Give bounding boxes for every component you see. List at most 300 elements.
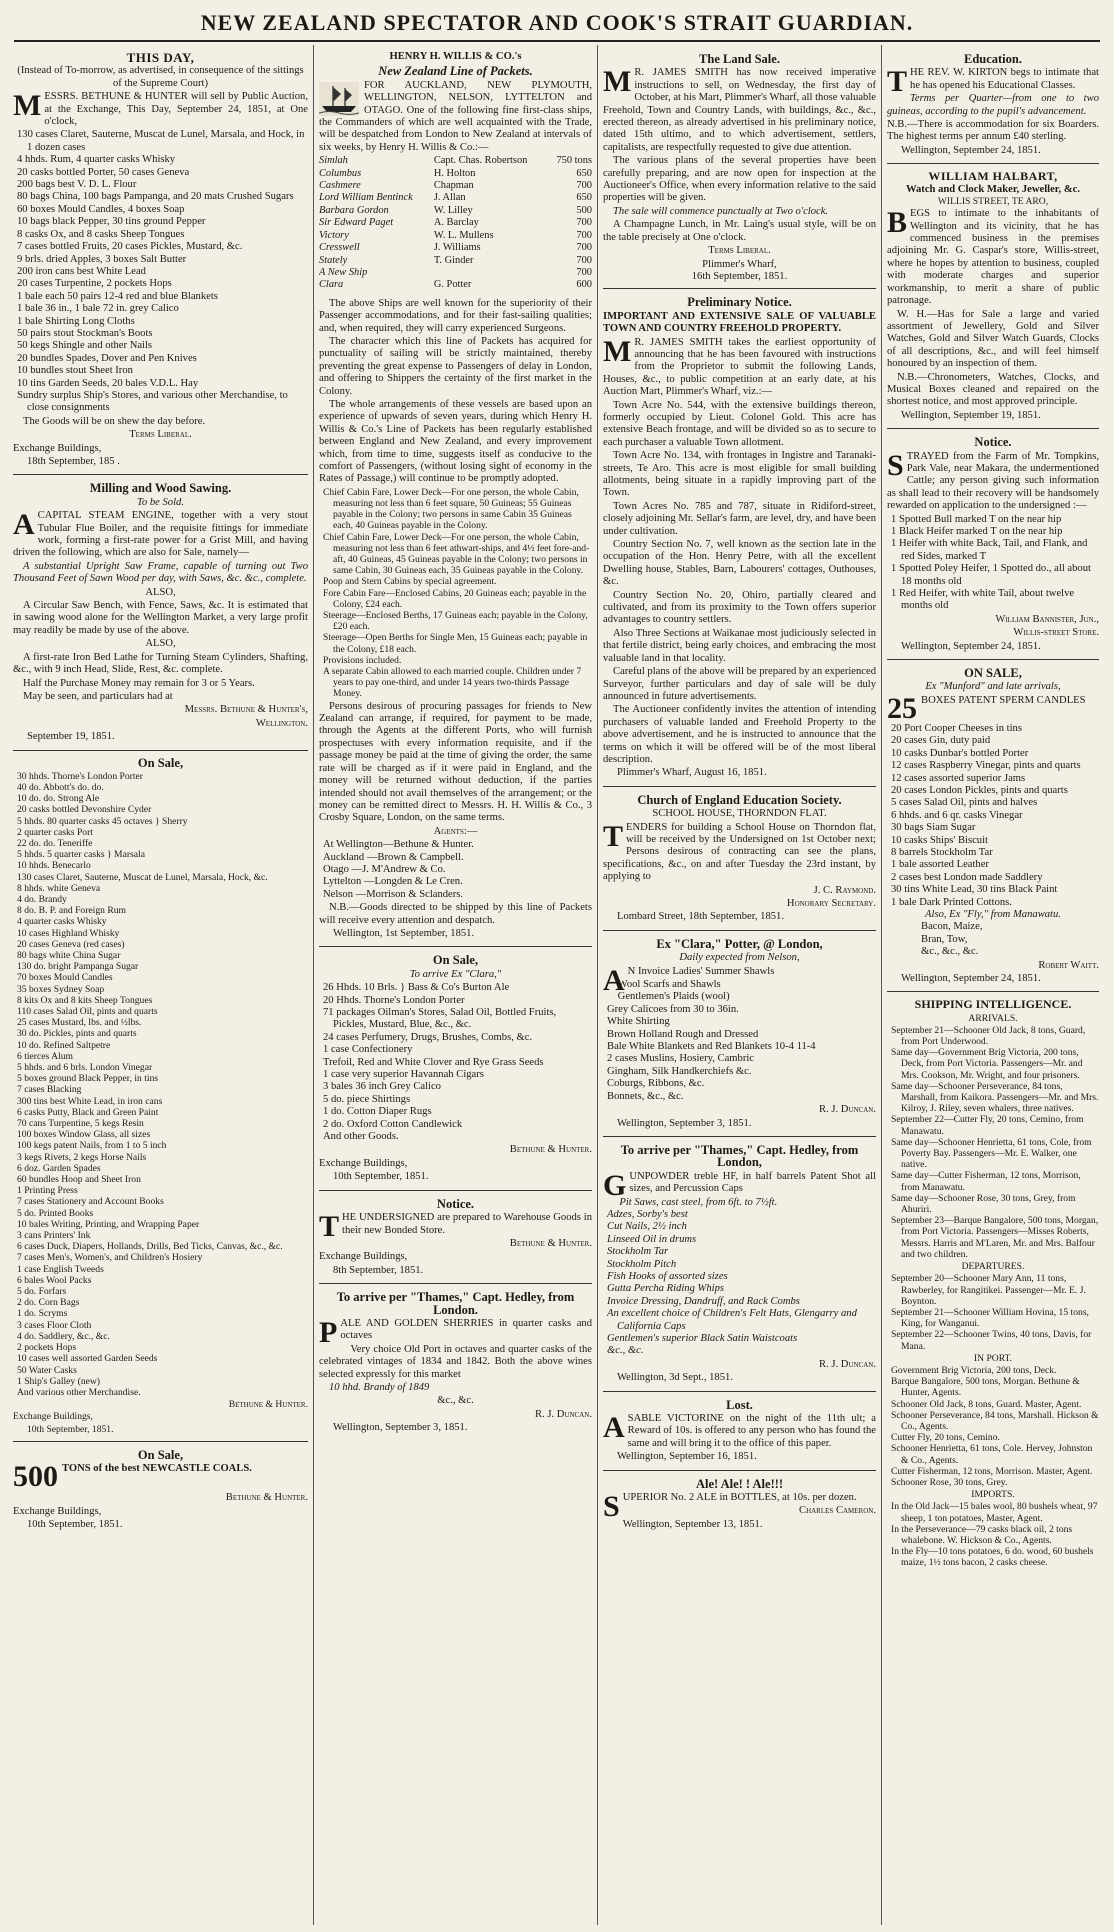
ad-paragraph: May be seen, and particulars had at — [23, 690, 173, 702]
ship-row — [319, 217, 592, 229]
agents-title: Agents:— — [433, 825, 478, 837]
ship-icon — [319, 82, 359, 116]
departures-title: DEPARTURES. — [961, 1261, 1025, 1273]
ad-paragraph: Terms per Quarter—from one to two guineas, according to the pupil's advancement. — [887, 93, 1099, 117]
ad-paragraph: Country Section No. 7, well known as the section late in the occupation of the Hon. Henry Petre, with all the excellent Dwelling house, Stables, Barn, Labourers' cottages, Outhouses, &c. — [603, 539, 876, 588]
list-item: An excellent choice of Children's Felt Hats, Glengarry and California Caps — [607, 1308, 857, 1332]
ad-paragraph: Town Acre No. 544, with the extensive buildings thereon, formerly occupied by Lieut. Colonel Gold. This acre has extensive Beach frontage, and will be divided so as to secure to each purchaser a valuable Town allotment. — [603, 399, 876, 448]
list-item: 70 boxes Mould Candles — [17, 972, 113, 984]
list-item: Stockholm Tar — [607, 1246, 669, 1258]
item-list — [603, 1197, 876, 1358]
ad-paragraph: A Champagne Lunch, in Mr. Laing's usual style, will be on the table precisely at One o'clock. — [603, 219, 876, 243]
list-item: 200 bags best V. D. L. Flour — [17, 179, 137, 191]
list-item: 22 do. do. Teneriffe — [17, 837, 93, 849]
list-item: In the Fly—10 tons potatoes, 6 do. wood, 60 bushels maize, 1½ tons bacon, 2 casks cheese. — [891, 1546, 1094, 1569]
list-item: 2 cases best London made Saddlery — [891, 871, 1043, 883]
ad-signature: R. J. Duncan. — [819, 1358, 876, 1370]
ad-title: Ale! Ale! ! Ale!!! — [695, 1476, 784, 1491]
list-item: 20 cases Gin, duty paid — [891, 735, 991, 747]
list-item: 4 quarter casks Whisky — [17, 916, 107, 928]
list-item: 10 do. Refined Saltpetre — [17, 1039, 111, 1051]
list-item: Pit Saws, cast steel, from 6ft. to 7½ft. — [619, 1196, 778, 1208]
list-item: 10 casks Dunbar's bottled Porter — [891, 747, 1029, 759]
ship-row — [319, 279, 592, 291]
ship-row — [319, 255, 592, 267]
list-item: 1 do. Cotton Diaper Rugs — [323, 1106, 432, 1118]
list-item: 200 iron cans best White Lead — [17, 265, 146, 277]
list-item: 3 cans Printers' Ink — [17, 1230, 91, 1242]
list-item: Schooner Perseverance, 84 tons, Marshall. Hickson & Co., Agents. — [891, 1409, 1099, 1432]
list-item: 5 hhds. 5 quarter casks } Marsala — [17, 849, 145, 861]
list-item: 25 cases Mustard, lbs. and ½lbs. — [17, 1017, 142, 1029]
list-item: 5 do. Printed Books — [17, 1207, 94, 1219]
list-item: 30 tins White Lead, 30 tins Black Paint — [891, 884, 1058, 896]
ad-heading: IMPORTANT AND EXTENSIVE SALE OF VALUABLE TOWN AND COUNTRY FREEHOLD PROPERTY. — [603, 310, 876, 335]
ad-paragraph: N.B.—Chronometers, Watches, Clocks, and Musical Boxes cleaned and repaired on the shortest notice, and most approved principle. — [887, 371, 1099, 408]
ship-captain — [434, 267, 549, 279]
list-item: 20 casks bottled Devonshire Cyder — [17, 804, 152, 816]
ship-name: Sir Edward Paget — [319, 217, 394, 229]
list-item: 1 case Confectionery — [323, 1044, 413, 1056]
ad-title: Lost. — [726, 1397, 753, 1412]
list-item: 130 do. bright Pampanga Sugar — [17, 961, 139, 973]
ad-signature: Robert Waitt. — [1038, 959, 1099, 971]
list-item: 3 kegs Rivets, 2 kegs Horse Nails — [17, 1151, 147, 1163]
ship-captain: G. Potter — [433, 279, 472, 291]
ad-title: Notice. — [974, 435, 1012, 450]
list-item: 30 bags Siam Sugar — [891, 822, 976, 834]
list-item: At Wellington—Bethune & Hunter. — [323, 839, 474, 851]
big-number: 500 — [13, 1463, 58, 1492]
ad-paragraph: A Circular Saw Bench, with Fence, Saws, &c. It is estimated that in sawing wood alone for the Wellington Market, a very large profit may readily be made by use of the above. — [13, 600, 308, 636]
list-item: Brown Holland Rough and Dressed — [607, 1028, 759, 1040]
list-item: In the Perseverance—79 casks black oil, 2 tons whalebone. W. Hickson & Co., Agents. — [891, 1523, 1073, 1546]
ship-tons: 750 tons — [556, 155, 592, 167]
ad-coals — [13, 1445, 308, 1538]
list-item: 7 cases Blacking — [17, 1084, 82, 1096]
ad-paragraph: Country Section No. 20, Ohiro, partially cleared and cultivated, and from its proximity to the Town offers superior advantages to country settlers. — [603, 589, 876, 626]
list-item: Nelson —Morrison & Sclanders. — [323, 888, 464, 900]
list-item: Coburgs, Ribbons, &c. — [607, 1078, 705, 1090]
list-item: Lyttelton —Longden & Le Cren. — [323, 876, 463, 888]
in-port-title: IN PORT. — [973, 1352, 1013, 1364]
ad-bonded-store — [319, 1194, 592, 1284]
ship-captain: W. L. Mullens — [433, 229, 494, 241]
ad-title: Ex "Clara," Potter, @ London, — [656, 936, 823, 951]
list-item: Adzes, Sorby's best — [607, 1208, 688, 1220]
ad-paragraph: AN Invoice Ladies' Summer Shawls — [603, 963, 775, 997]
ship-row — [319, 168, 592, 180]
list-item: 1 do. Scryms — [17, 1308, 68, 1320]
ad-willis-packets — [319, 49, 592, 947]
ad-munford — [887, 663, 1099, 992]
list-item: 7 cases bottled Fruits, 20 cases Pickles, Mustard, &c. — [17, 241, 243, 253]
ship-captain: T. Ginder — [433, 254, 474, 266]
ad-paragraph: FOR AUCKLAND, NEW PLYMOUTH, WELLINGTON, NELSON, LYTTELTON and OTAGO. One of the following fine first-class ships, the Commanders of which are well acquainted with the Trade, will be despatched from London to New Zealand at intervals of six weeks, by Henry H. Willis & Co.:— — [319, 79, 592, 153]
departures-list — [887, 1273, 1099, 1351]
list-item: 50 kegs Shingle and other Nails — [17, 340, 153, 352]
list-item: 10 cases Highland Whisky — [17, 927, 120, 939]
ad-date: 10th September, 1851. — [27, 1518, 123, 1530]
list-item: Same day—Schooner Henrietta, 61 tons, Cole, from Poverty Bay. Passengers—Mr. E. Walker, one native. — [891, 1136, 1092, 1171]
list-item: 6 doz. Garden Spades — [17, 1162, 101, 1174]
list-item: 6 casks Putty, Black and Green Paint — [17, 1106, 159, 1118]
ad-date: Wellington, 3d Sept., 1851. — [617, 1372, 733, 1384]
imports-list — [887, 1501, 1099, 1568]
list-item: Chief Cabin Fare, Lower Deck—For one person, the whole Cabin, measuring not less than 6 feet athwart-ships, and 4½ feet fore-and-aft, 40 Guineas, 45 Guineas payable in the Colony; two persons in same Cabin, 30 Guineas each, 35 Guineas payable in the Colony. — [323, 531, 590, 577]
list-item: 2 do. Corn Bags — [17, 1297, 80, 1309]
list-item: 30 hhds. Thorne's London Porter — [17, 770, 143, 782]
list-item: Barque Bangalore, 500 tons, Morgan. Bethune & Hunter, Agents. — [891, 1376, 1080, 1399]
list-item: 3 bales 36 inch Grey Calico — [323, 1081, 441, 1093]
ad-date: Wellington, September 19, 1851. — [901, 409, 1041, 421]
ad-signature: William Bannister, Jun., — [995, 613, 1099, 625]
list-item: Bale White Blankets and Red Blankets 10-4 11-4 — [607, 1041, 816, 1053]
ad-terms: Terms Liberal. — [708, 245, 771, 257]
ad-subtitle: New Zealand Line of Packets. — [378, 64, 533, 79]
list-item: 2 pockets Hops — [17, 1342, 77, 1354]
list-item: 1 Ship's Galley (new) — [17, 1375, 100, 1387]
ad-title: The Land Sale. — [699, 52, 780, 66]
ad-title: To arrive per "Thames," Capt. Hedley, from London, — [620, 1142, 859, 1170]
ad-date: Wellington, September 13, 1851. — [622, 1518, 763, 1530]
list-item: Schooner Henrietta, 61 tons, Cole. Hervey, Johnston & Co., Agents. — [891, 1443, 1093, 1466]
ship-name: Lord William Bentinck — [319, 192, 413, 204]
list-item: September 23—Barque Bangalore, 500 tons, Morgan, from Port Victoria. Passengers—Misses Roberts, Messrs. Harris and M'Laren, Mr. and Mrs. Balfour and two children. — [891, 1215, 1099, 1260]
ad-street: WILLIS STREET, TE ARO, — [937, 196, 1049, 208]
list-item: Chief Cabin Fare, Lower Deck—For one person, the whole Cabin, measuring not less than 6 feet square, 50 Guineas; 55 Guineas payable in the Colony; two persons in same Cabin 35 Guineas each, 40 Guineas payable in the Colony. — [323, 486, 579, 532]
list-item: 1 case very superior Havannah Cigars — [323, 1069, 484, 1081]
ad-date: 8th September, 1851. — [333, 1264, 424, 1276]
list-item: 1 bale assorted Leather — [891, 859, 989, 871]
ad-paragraph: TENDERS for building a School House on Thorndon flat, will be received by the Undersigned on 1st October next; Persons desirous of contracting can see the plans, specifications, &c., on and after Tuesday the 23rd instant, by applying to — [603, 819, 876, 883]
list-item: 2 cases Muslins, Hosiery, Cambric — [607, 1053, 755, 1065]
list-item: Steerage—Enclosed Berths, 17 Guineas each; payable in the Colony, £20 each. — [323, 610, 588, 633]
list-item: &c., &c., &c. — [921, 946, 979, 958]
list-item: Gentlemen's superior Black Satin Waistcoats — [607, 1333, 798, 1344]
list-item: Sundry surplus Ship's Stores, and various other Merchandise, to close consignments — [17, 389, 288, 414]
item-list — [603, 979, 876, 1103]
ad-date: Wellington, September 16, 1851. — [617, 1451, 757, 1463]
ad-subtitle: To arrive Ex "Clara," — [409, 968, 502, 980]
list-item: A separate Cabin allowed to each married couple. Children under 7 years to pay one-third, and under 14 years two-thirds Passage Money. — [323, 666, 582, 700]
list-item: Cutter Fly, 20 tons, Cemino. — [891, 1432, 1000, 1444]
list-item: Cut Nails, 2½ inch — [607, 1221, 687, 1233]
list-item: 24 cases Perfumery, Drugs, Brushes, Combs, &c. — [323, 1031, 533, 1043]
ad-subtitle: Ex "Munford" and late arrivals, — [925, 681, 1061, 693]
ship-captain: W. Lilley — [433, 204, 473, 216]
ship-name: Victory — [319, 229, 349, 241]
list-item: Auckland —Brown & Campbell. — [323, 851, 464, 863]
ship-tons: 500 — [576, 204, 592, 216]
ad-title: On Sale, — [432, 953, 479, 968]
list-item: 1 bale 36 in., 1 bale 72 in. grey Calico — [17, 303, 179, 315]
list-item: Fish Hooks of assorted sizes — [607, 1270, 728, 1282]
list-item: 20 bundles Spades, Dover and Pen Knives — [17, 352, 197, 364]
ad-paragraph: Town Acres No. 785 and 787, situate in Ridiford-street, closely adjoining Mr. Sellar's farm, are level, dry, and have been under cultivation. — [603, 500, 876, 537]
ad-paragraph: Town Acre No. 134, with frontages in Ingistre and Taranaki-streets, Te Aro. This acre is most eligible for small building allotments, being situate in a rapidly improving part of the Town. — [603, 450, 876, 499]
list-item: Gutta Percha Riding Whips — [607, 1283, 725, 1295]
list-item: 100 boxes Window Glass, all sizes — [17, 1129, 151, 1141]
ad-paragraph: Also Three Sections at Waikanae most judiciously selected in that fertile district, being early choices, and embracing the most valuable land in that locality. — [603, 627, 876, 664]
in-port-list — [887, 1365, 1099, 1488]
list-item: 130 cases Claret, Sauterne, Muscat de Lunel, Marsala, Hock, &c. — [17, 871, 268, 883]
ad-paragraph: THE UNDERSIGNED are prepared to Warehouse Goods in their new Bonded Store. — [319, 1210, 592, 1244]
item-list — [319, 982, 592, 1143]
list-item: 7 cases Men's, Women's, and Children's Hosiery — [17, 1252, 203, 1264]
ship-tons: 650 — [576, 167, 592, 179]
list-item: 110 cases Salad Oil, pints and quarts — [17, 1006, 158, 1017]
list-item: &c., &c. — [607, 1345, 644, 1357]
ad-paragraph: MR. JAMES SMITH has now received imperative instructions to sell, on Wednesday, the first day of October, at his Mart, Plimmer's Wharf, all those valuable Freehold, Town and Country Lands, with buildings, &c., &c., erected thereon, as already advertised in his preliminary notice, dated 15th ultimo, and to which advertisement, settlers, capitalists, are respectfully requested to give due attention. — [603, 65, 876, 153]
ad-date: Wellington, 1st September, 1851. — [333, 927, 475, 939]
list-item: 10 bundles stout Sheet Iron — [17, 365, 133, 377]
list-item: 6 bales Wool Packs — [17, 1274, 92, 1286]
list-item: Wool Scarfs and Shawls — [617, 979, 721, 991]
ad-also: Also, Ex "Fly," from Manawatu. — [925, 908, 1061, 920]
ad-halbart — [887, 167, 1099, 429]
ship-name: A New Ship — [319, 266, 368, 278]
list-item: 20 Hhds. Thorne's London Porter — [323, 994, 465, 1006]
list-item: 70 cans Turpentine, 5 kegs Resin — [17, 1118, 144, 1130]
ad-date: Wellington, September 24, 1851. — [901, 640, 1041, 652]
list-item: 8 hhds. white Geneva — [17, 882, 101, 894]
ad-title: On Sale, — [137, 1447, 184, 1462]
list-item: 10 cases well assorted Garden Seeds — [17, 1353, 158, 1365]
ad-paragraph: N.B.—There is accommodation for six Boarders. The highest terms per annum £40 sterling. — [887, 119, 1099, 143]
list-item: 5 cases Salad Oil, pints and halves — [891, 797, 1038, 809]
list-item: 6 hhds. and 6 qr. casks Vinegar — [891, 809, 1023, 821]
list-item: White Shirting — [607, 1016, 670, 1028]
ad-date: 18th September, 185 . — [27, 456, 120, 467]
list-item: Stockholm Pitch — [607, 1258, 677, 1270]
ship-row — [319, 155, 592, 167]
ad-signature: Willis-street Store. — [1013, 627, 1099, 639]
ad-milling — [13, 478, 308, 750]
big-number: 25 — [887, 694, 917, 723]
column-3 — [597, 45, 881, 1925]
item-list — [13, 129, 308, 414]
candles-line — [887, 695, 1099, 723]
list-item: 4 do. Saddlery, &c., &c. — [17, 1330, 110, 1342]
ad-title: Church of England Education Society. — [637, 792, 842, 807]
ship-name: Simlah — [319, 155, 348, 167]
list-item: 60 bundles Hoop and Sheet Iron — [17, 1174, 141, 1186]
list-item: 26 Hhds. 10 Brls. } Bass & Co's Burton Ale — [323, 982, 510, 994]
masthead-title: NEW ZEALAND SPECTATOR AND COOK'S STRAIT GUARDIAN. — [14, 6, 1100, 42]
list-item: 10 do. do. Strong Ale — [17, 793, 100, 805]
ad-thames-sherries — [319, 1287, 592, 1440]
ad-signature: J. C. Raymond. — [813, 884, 876, 896]
ad-paragraph: GUNPOWDER treble HF, in half barrels Patent Shot all sizes, and Percussion Caps — [603, 1168, 876, 1202]
imports-title: IMPORTS. — [971, 1489, 1015, 1501]
ad-date: Plimmer's Wharf, August 16, 1851. — [617, 767, 767, 779]
ad-paragraph: The Auctioneer confidently invites the attention of intending purchasers of valuable landed and Freehold Property to the above advertisement, and he is instructed to announce that the terms on which it will be offered will be of the most liberal description. — [603, 704, 876, 765]
ad-note: The Goods will be on shew the day before. — [23, 415, 206, 427]
ad-intro: MESSRS. BETHUNE & HUNTER will sell by Public Auction, at the Exchange, This Day, September 24, 1851, at One o'clock, — [13, 89, 308, 128]
list-item: Gentlemen's Plaids (wool) — [617, 991, 730, 1003]
ad-this-day — [13, 49, 308, 475]
list-item: 4 do. Brandy — [17, 893, 67, 905]
ad-on-sale-clara — [319, 950, 592, 1190]
ship-row — [319, 230, 592, 242]
list-item: Grey Calicoes from 30 to 36in. — [607, 1003, 739, 1015]
ship-row — [319, 267, 592, 279]
ad-signature: Charles Cameron. — [799, 1505, 876, 1517]
list-item: 1 Heifer with white Back, Tail, and Flank, and red Sides, marked T — [891, 538, 1088, 562]
column-4 — [881, 45, 1104, 1925]
ship-name: Columbus — [319, 167, 362, 179]
list-item: 71 packages Oilman's Stores, Salad Oil, Bottled Fruits, Pickles, Mustard, Blue, &c., &c. — [323, 1007, 557, 1031]
list-item: 2 quarter casks Port — [17, 826, 93, 838]
ad-place: Exchange Buildings, — [13, 1505, 102, 1517]
ad-signature: Bethune & Hunter. — [228, 1399, 308, 1411]
ad-paragraph: The above Ships are well known for the superiority of their Passenger accommodations, and for their fast-sailing qualities; and, when required, they will carry experienced Surgeons. — [319, 297, 592, 334]
ad-signature: Bethune & Hunter. — [509, 1144, 592, 1156]
ad-paragraph: Careful plans of the above will be prepared by an experienced Surveyor, further particulars and day of sale will be duly announced in future advertisements. — [603, 666, 876, 702]
list-item: September 21—Schooner Old Jack, 8 tons, Guard, from Port Underwood. — [891, 1024, 1086, 1048]
ad-date: Wellington, September 24, 1851. — [901, 973, 1041, 985]
ad-paragraph: TONS of the best NEWCASTLE COALS. — [62, 1463, 252, 1475]
fares-list — [319, 487, 592, 700]
list-item: 10 casks Ships' Biscuit — [891, 834, 988, 846]
ship-name: Stately — [319, 254, 348, 266]
ad-ale — [603, 1474, 876, 1538]
list-item: 12 cases assorted superior Jams — [891, 772, 1026, 784]
list-item: Cutter Fisherman, 12 tons, Morrison. Master, Agent. — [891, 1465, 1093, 1477]
ship-captain: H. Holton — [433, 167, 476, 179]
ad-paragraph: N.B.—Goods directed to be shipped by this line of Packets will receive every attention and despatch. — [319, 902, 592, 926]
ad-paragraph: SUPERIOR No. 2 ALE in BOTTLES, at 10s. per dozen. — [603, 1490, 857, 1524]
list-item: 8 casks Ox, and 8 casks Sheep Tongues — [17, 228, 185, 240]
ad-signature: Honorary Secretary. — [786, 898, 876, 909]
ship-captain: Chapman — [433, 180, 474, 192]
ad-title: Education. — [963, 52, 1022, 66]
ship-tons: 700 — [576, 254, 592, 266]
list-item: 3 cases Floor Cloth — [17, 1319, 92, 1331]
list-item: In the Old Jack—15 bales wool, 80 bushels wheat, 97 sheep, 1 ton potatoes, Master, Agent. — [891, 1501, 1098, 1524]
list-item: 5 do. piece Shirtings — [323, 1093, 411, 1105]
list-item: 1 bale each 50 pairs 12-4 red and blue Blankets — [17, 290, 218, 302]
ship-captain: J. Allan — [433, 192, 466, 204]
list-item: 1 bale Dark Printed Cottons. — [891, 896, 1012, 908]
ad-date: 10th September, 1851. — [27, 1423, 114, 1435]
list-item: Schooner Old Jack, 8 tons, Guard. Master, Agent. — [891, 1398, 1082, 1410]
ad-paragraph: ASABLE VICTORINE on the night of the 11th ult; a Reward of 10s. is offered to any person who has found the same and will bring it to the office of this paper. — [603, 1411, 876, 1449]
ad-also: ALSO, — [145, 638, 176, 650]
list-item: Bran, Tow, — [921, 933, 968, 945]
ad-title: On Sale, — [137, 755, 184, 770]
list-item: September 20—Schooner Mary Ann, 11 tons, Rawberley, for Rangitikei. Passenger—Mr. E. J. Boynton. — [891, 1273, 1086, 1307]
ship-captain: J. Williams — [433, 242, 481, 254]
list-item: Steerage—Open Berths for Single Men, 15 Guineas each; payable in the Colony, £18 each. — [323, 632, 588, 655]
ad-paragraph: THE REV. W. KIRTON begs to intimate that he has opened his Educational Classes. — [887, 65, 1099, 99]
list-item: 130 cases Claret, Sauterne, Muscat de Lunel, Marsala, and Hock, in 1 dozen cases — [17, 129, 305, 153]
list-item: 8 kits Ox and 8 kits Sheep Tongues — [17, 994, 153, 1006]
list-item: Same day—Cutter Fisherman, 12 tons, Morrison, from Manawatu. — [891, 1170, 1081, 1193]
shipping-title: SHIPPING INTELLIGENCE. — [914, 997, 1072, 1012]
list-item: And various other Merchandise. — [17, 1386, 141, 1398]
ad-title: THIS DAY, — [126, 50, 195, 65]
arrivals-title: ARRIVALS. — [968, 1012, 1018, 1024]
list-item: Gingham, Silk Handkerchiefs &c. — [607, 1065, 752, 1077]
list-item: Trefoil, Red and White Clover and Rye Grass Seeds — [323, 1056, 544, 1068]
list-item: Same day—Schooner Rose, 30 tons, Grey, from Ahuriri. — [891, 1192, 1076, 1216]
ad-subtitle: To be Sold. — [137, 496, 184, 508]
ad-also: ALSO, — [145, 586, 176, 598]
list-item: Schooner Rose, 30 tons, Grey. — [891, 1476, 1008, 1488]
ship-row — [319, 205, 592, 217]
list-item: 9 brls. dried Apples, 3 boxes Salt Butter — [17, 253, 187, 265]
list-item: 7 cases Stationery and Account Books — [17, 1196, 164, 1208]
ship-tons: 600 — [576, 279, 592, 291]
ship-tons: 700 — [576, 229, 592, 241]
ship-tons: 700 — [576, 180, 592, 192]
ship-captain: Capt. Chas. Robertson — [433, 155, 528, 167]
ad-paragraph: MR. JAMES SMITH takes the earliest opportunity of announcing that he has been favoured with instructions from the Proprietor to submit the following Lands, Houses, &c., to public competition at an early date, at his Auction Mart, Plimmer's Wharf, viz.:— — [603, 334, 876, 398]
list-item: 8 do. B. P. and Foreign Rum — [17, 905, 127, 917]
list-item: 6 tierces Alum — [17, 1050, 73, 1062]
ad-on-sale — [13, 754, 308, 1442]
list-item: 50 Water Casks — [17, 1364, 77, 1376]
list-item: 10 tins Garden Seeds, 20 bales V.D.L. Hay — [17, 377, 199, 389]
ship-row — [319, 242, 592, 254]
list-item: 80 bags white China Sugar — [17, 949, 121, 961]
ad-subtitle: Watch and Clock Maker, Jeweller, &c. — [906, 183, 1080, 195]
list-item: 10 bales Writing, Printing, and Wrapping Paper — [17, 1218, 200, 1230]
arrivals-list — [887, 1025, 1099, 1260]
ship-tons: 700 — [576, 266, 592, 278]
ad-paragraph: Very choice Old Port in octaves and quarter casks of the celebrated vintages of 1834 and 1842. Both the above wines selected expressly for this market — [319, 1343, 592, 1380]
agents-list — [319, 839, 592, 901]
list-item: 80 bags China, 100 bags Pampanga, and 20 mats Crushed Sugars — [17, 191, 294, 203]
list-item: And other Goods. — [323, 1131, 399, 1143]
ad-subtitle: SCHOOL HOUSE, THORNDON FLAT. — [652, 808, 827, 820]
ad-title: HENRY H. WILLIS & CO.'s — [389, 51, 522, 62]
item-list — [887, 723, 1099, 909]
ad-title: To arrive per "Thames," Capt. Hedley, from London. — [336, 1290, 575, 1317]
ad-church-education — [603, 790, 876, 931]
item-list — [13, 771, 308, 1398]
list-item: 300 tins best White Lead, in iron cans — [17, 1095, 163, 1107]
list-item: 1 case English Tweeds — [17, 1263, 104, 1275]
ad-paragraph: The character which this line of Packets has acquired for punctuality of sailing will be strictly maintained, thereby preventing the great expense to Passengers of delay in London, and offering to Shippers the certainty of the first market in the Colony. — [319, 335, 592, 397]
ad-signature: R. J. Duncan. — [535, 1408, 592, 1420]
ad-date: Wellington, September 3, 1851. — [333, 1422, 468, 1434]
list-item: 8 barrels Stockholm Tar — [891, 846, 993, 858]
ad-terms: Terms Liberal. — [129, 429, 192, 441]
ad-paragraph: ACAPITAL STEAM ENGINE, together with a very stout Tubular Flue Boiler, and the requisite fittings for immediate work, forming a first-rate power for a Grist Mill, and having driven the following, which are also for Sale, namely— — [13, 508, 308, 559]
ship-name: Cashmere — [319, 180, 361, 192]
ad-paragraph: The sale will commence punctually at Two o'clock. — [613, 205, 829, 217]
column-1 — [8, 45, 313, 1925]
ad-subtitle: (Instead of To-morrow, as advertised, in consequence of the sittings of the Supreme Court) — [17, 65, 304, 89]
list-item: 6 cases Duck, Diapers, Hollands, Drills, Bed Ticks, Canvas, &c., &c. — [17, 1241, 283, 1253]
list-item: Bonnets, &c., &c. — [607, 1090, 684, 1102]
list-item: 10 hhds. Benecarlo — [17, 860, 91, 872]
list-item: 35 boxes Sydney Soap — [17, 983, 105, 995]
list-item: 4 hhds. Rum, 4 quarter casks Whisky — [17, 154, 176, 166]
ad-signature: Wellington. — [255, 717, 308, 729]
list-item: 1 Spotted Bull marked T on the near hip — [891, 513, 1062, 525]
ad-paragraph: 10 hhd. Brandy of 1849 — [329, 1381, 430, 1393]
list-item: 10 bags black Pepper, 30 tins ground Pepper — [17, 216, 206, 228]
item-list — [887, 514, 1099, 613]
ad-paragraph: BEGS to intimate to the inhabitants of Wellington and its vicinity, that he has commenced business in the premises adjoining Mr. G. Caspar's store, Willis-street, where he hopes by attention to business, coupled with moderate charges and superior workmanship, to merit a share of public patronage. — [887, 206, 1099, 307]
list-item: 60 boxes Mould Candles, 4 boxes Soap — [17, 203, 185, 215]
list-item: Fore Cabin Fare—Enclosed Cabins, 20 Guineas each; payable in the Colony, £24 each. — [323, 587, 587, 610]
list-item: 30 do. Pickles, pints and quarts — [17, 1028, 137, 1040]
